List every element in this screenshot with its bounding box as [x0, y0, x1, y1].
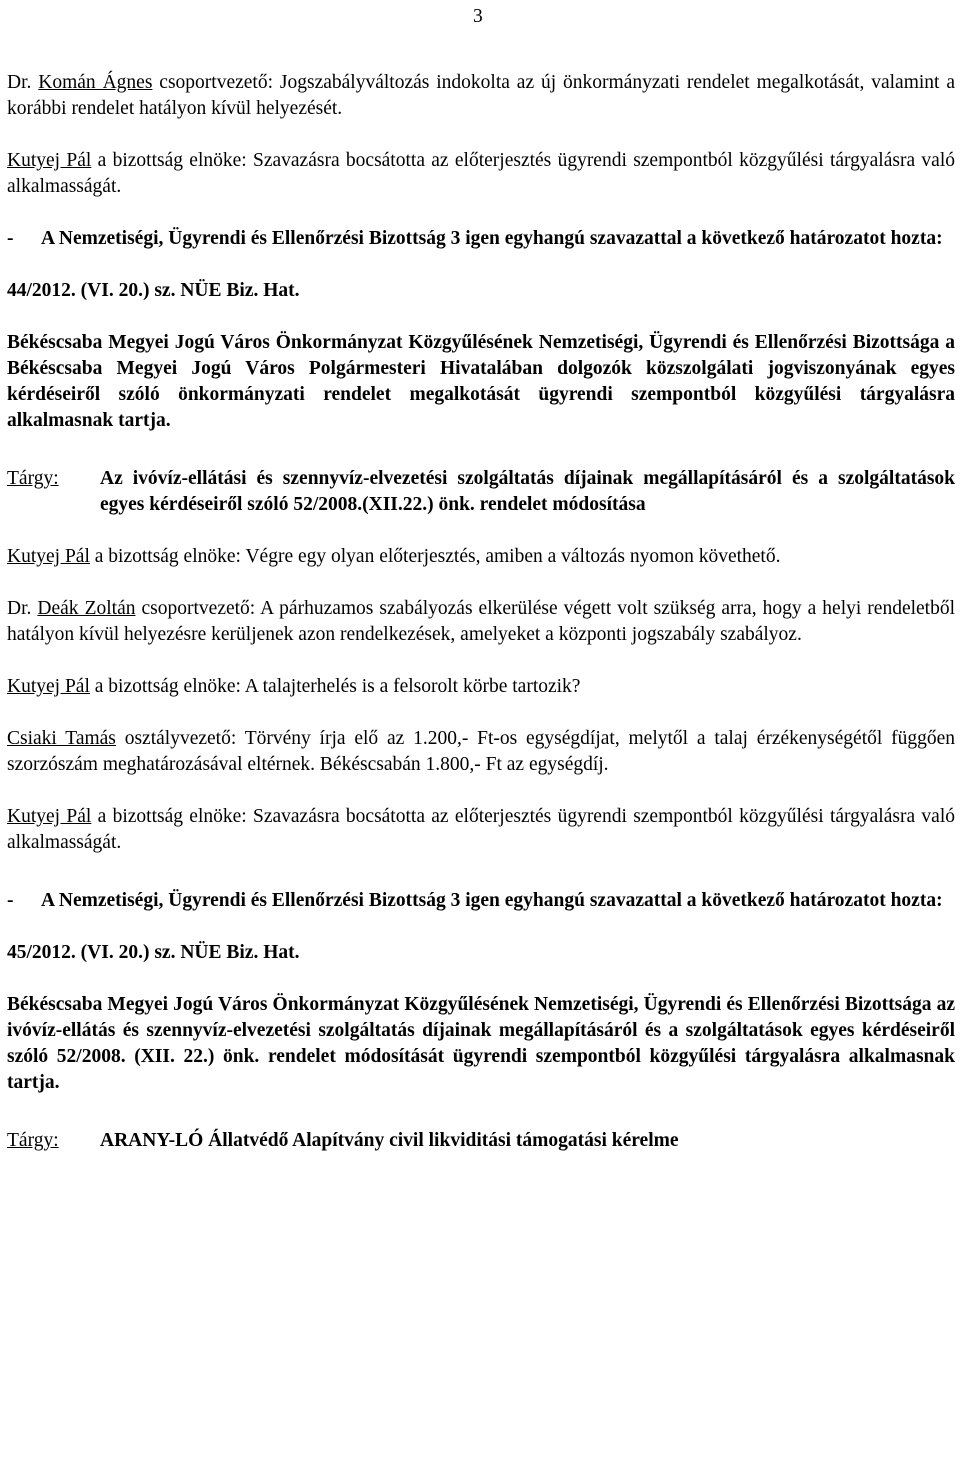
paragraph-kutyej-pal-vote-call-1 — [7, 148, 955, 200]
speaker-title: Dr. — [7, 72, 32, 93]
speaker-name: Kutyej Pál — [7, 806, 92, 827]
subject-label: Tárgy: — [7, 1130, 59, 1151]
subject-label: Tárgy: — [7, 468, 59, 489]
paragraph-koman-agnes — [7, 70, 955, 122]
resolution-text-2: Békéscsaba Megyei Jogú Város Önkormányzat Közgyűlésének Nemzetiségi, Ügyrendi és Ellenőrzési Bizottsága az ivóvíz-ellátás és szennyvíz-elvezetési szolgáltatás díjainak megállapításáról és a szolgáltatások egyes kérdéseiről szóló 52/2008. (XII. 22.) önk. rendelet módosítását ügyrendi szempontból közgyűlési tárgyalásra alkalmasnak tartja. — [7, 994, 955, 1093]
vote-result-1 — [7, 226, 955, 252]
vote-text: A Nemzetiségi, Ügyrendi és Ellenőrzési Bizottság 3 igen egyhangú szavazattal a következő határozatot hozta: — [41, 228, 943, 249]
paragraph-deak-zoltan — [7, 596, 955, 648]
resolution-id-2: 45/2012. (VI. 20.) sz. NÜE Biz. Hat. — [7, 942, 300, 963]
paragraph-kutyej-pal-vote-call-2 — [7, 804, 955, 856]
resolution-text-1: Békéscsaba Megyei Jogú Város Önkormányzat Közgyűlésének Nemzetiségi, Ügyrendi és Ellenőrzési Bizottsága a Békéscsaba Megyei Jogú Város Polgármesteri Hivatalában dolgozók közszolgálati jogviszonyának egyes kérdéseiről szóló önkormányzati rendelet megalkotását ügyrendi szempontból közgyűlési tárgyalásra alkalmasnak tartja. — [7, 332, 955, 431]
subject-2 — [7, 1128, 955, 1154]
speech-text: csoportvezető: Jogszabályváltozás indokolta az új önkormányzati rendelet megalkotását, valamint a korábbi rendelet hatályon kívül helyezését. — [7, 72, 956, 119]
speaker-name: Kutyej Pál — [7, 676, 90, 697]
dash-bullet: - — [7, 228, 14, 249]
paragraph-kutyej-pal-question — [7, 674, 955, 700]
document-body — [7, 70, 955, 1154]
speaker-name: Kutyej Pál — [7, 150, 92, 171]
paragraph-csiaki-tamas — [7, 726, 955, 778]
speaker-name: Deák Zoltán — [37, 598, 136, 619]
subject-text: ARANY-LÓ Állatvédő Alapítvány civil likviditási támogatási kérelme — [100, 1130, 679, 1151]
speech-text: a bizottság elnöke: Szavazásra bocsátotta az előterjesztés ügyrendi szempontból közgyűlési tárgyalásra való alkalmasságát. — [7, 150, 956, 197]
resolution-id-1: 44/2012. (VI. 20.) sz. NÜE Biz. Hat. — [7, 280, 300, 301]
vote-result-2 — [7, 888, 955, 914]
speech-text: a bizottság elnöke: Szavazásra bocsátotta az előterjesztés ügyrendi szempontból közgyűlési tárgyalásra való alkalmasságát. — [7, 806, 956, 853]
speaker-name: Komán Ágnes — [38, 72, 153, 93]
paragraph-kutyej-pal-comment — [7, 544, 955, 570]
vote-text: A Nemzetiségi, Ügyrendi és Ellenőrzési Bizottság 3 igen egyhangú szavazattal a következő határozatot hozta: — [41, 890, 943, 911]
page-number: 3 — [473, 6, 483, 27]
speech-text: osztályvezető: Törvény írja elő az 1.200,- Ft-os egységdíjat, melytől a talaj érzékenységétől függően szorzószám meghatározásával eltérnek. Békéscsabán 1.800,- Ft az egységdíj. — [7, 728, 955, 775]
speaker-title: Dr. — [7, 598, 32, 619]
speech-text: a bizottság elnöke: Végre egy olyan előterjesztés, amiben a változás nyomon követhető. — [89, 546, 781, 567]
subject-text: Az ivóvíz-ellátási és szennyvíz-elvezetési szolgáltatás díjainak megállapításáról és a szolgáltatások egyes kérdéseiről szóló 52/2008.(XII.22.) önk. rendelet módosítása — [100, 468, 955, 515]
speaker-name: Kutyej Pál — [7, 546, 90, 567]
speech-text: a bizottság elnöke: A talajterhelés is a felsorolt körbe tartozik? — [89, 676, 581, 697]
speech-text: csoportvezető: A párhuzamos szabályozás elkerülése végett volt szükség arra, hogy a helyi rendeletből hatályon kívül helyezésre kerüljenek azon rendelkezések, amelyeket a központi jogszabály szabályoz. — [7, 598, 956, 645]
speaker-name: Csiaki Tamás — [7, 728, 116, 749]
subject-1 — [7, 466, 955, 518]
dash-bullet: - — [7, 890, 14, 911]
